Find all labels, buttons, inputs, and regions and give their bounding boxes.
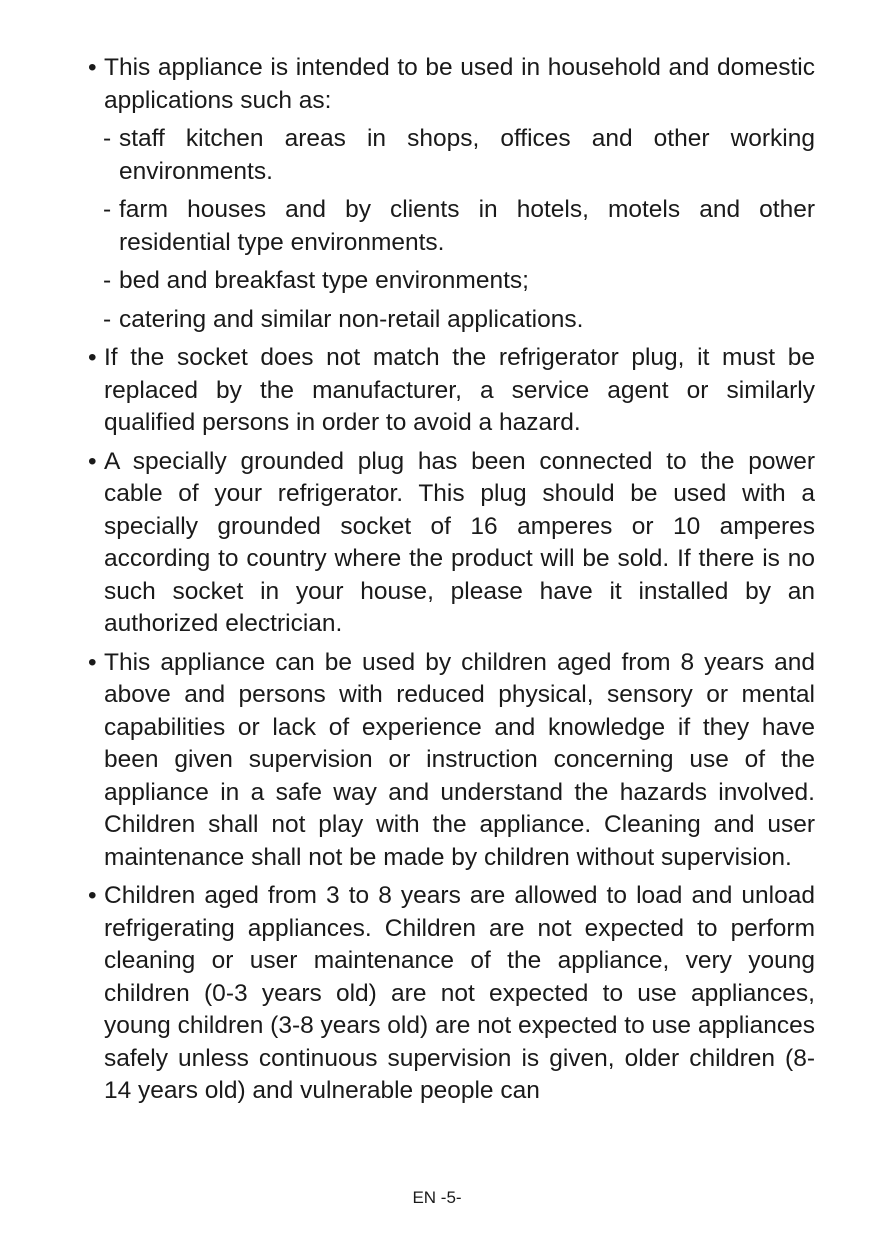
bullet-item-children-8-years (88, 647, 815, 875)
bullet-text: This appliance is intended to be used in household and domestic applications such as: (104, 54, 815, 114)
bullet-text: This appliance can be used by children aged from 8 years and above and persons with reduced physical, sensory or mental capabilities or lack of experience and knowledge if they have been given supervision or instruction concerning use of the appliance in a safe way and understand the hazards involved. Children shall not play with the appliance. Cleaning and user maintenance shall not be made by children without supervision. (104, 648, 815, 871)
sub-item-farm-houses (88, 194, 815, 259)
bullet-marker: • (88, 648, 97, 676)
page-number: EN -5- (412, 1188, 462, 1207)
bullet-marker: • (88, 882, 97, 909)
manual-page-body (88, 52, 815, 1114)
sub-item-text: farm houses and by clients in hotels, motels and other residential type environments. (119, 196, 815, 256)
sub-item-text: catering and similar non-retail applications. (119, 305, 584, 333)
bullet-item-children-3-to-8 (88, 880, 815, 1108)
bullet-text: Children aged from 3 to 8 years are allowed to load and unload refrigerating appliances. Children are not expected to perform cleaning or user maintenance of the appliance, very young children (0-3 years old) are not expected to use appliances, young children (3-8 years old) are not expected to use appliances safely unless continuous supervision is given, older children (8-14 years old) and vulnerable people can (104, 882, 815, 1104)
bullet-text: A specially grounded plug has been connected to the power cable of your refrigerator. This plug should be used with a specially grounded socket of 16 amperes or 10 amperes according to country where the product will be sold. If there is no such socket in your house, please have it installed by an authorized electrician. (104, 447, 815, 637)
bullet-marker: • (88, 54, 97, 81)
sub-item-staff-kitchen (88, 123, 815, 188)
bullet-text: If the socket does not match the refrigerator plug, it must be replaced by the manufacturer, a service agent or similarly qualified persons in order to avoid a hazard. (104, 344, 815, 436)
bullet-item-intended-use (88, 52, 815, 117)
dash-marker: - (103, 267, 112, 294)
sub-item-catering (88, 304, 815, 337)
bullet-item-socket-mismatch (88, 342, 815, 440)
sub-item-text: bed and breakfast type environments; (119, 267, 529, 294)
bullet-item-grounded-plug (88, 446, 815, 641)
dash-marker: - (103, 305, 112, 333)
bullet-marker: • (88, 447, 97, 475)
bullet-marker: • (88, 344, 97, 371)
dash-marker: - (103, 125, 112, 152)
sub-item-bed-and-breakfast (88, 265, 815, 298)
dash-marker: - (103, 196, 112, 223)
sub-item-text: staff kitchen areas in shops, offices and other working environments. (119, 125, 815, 185)
